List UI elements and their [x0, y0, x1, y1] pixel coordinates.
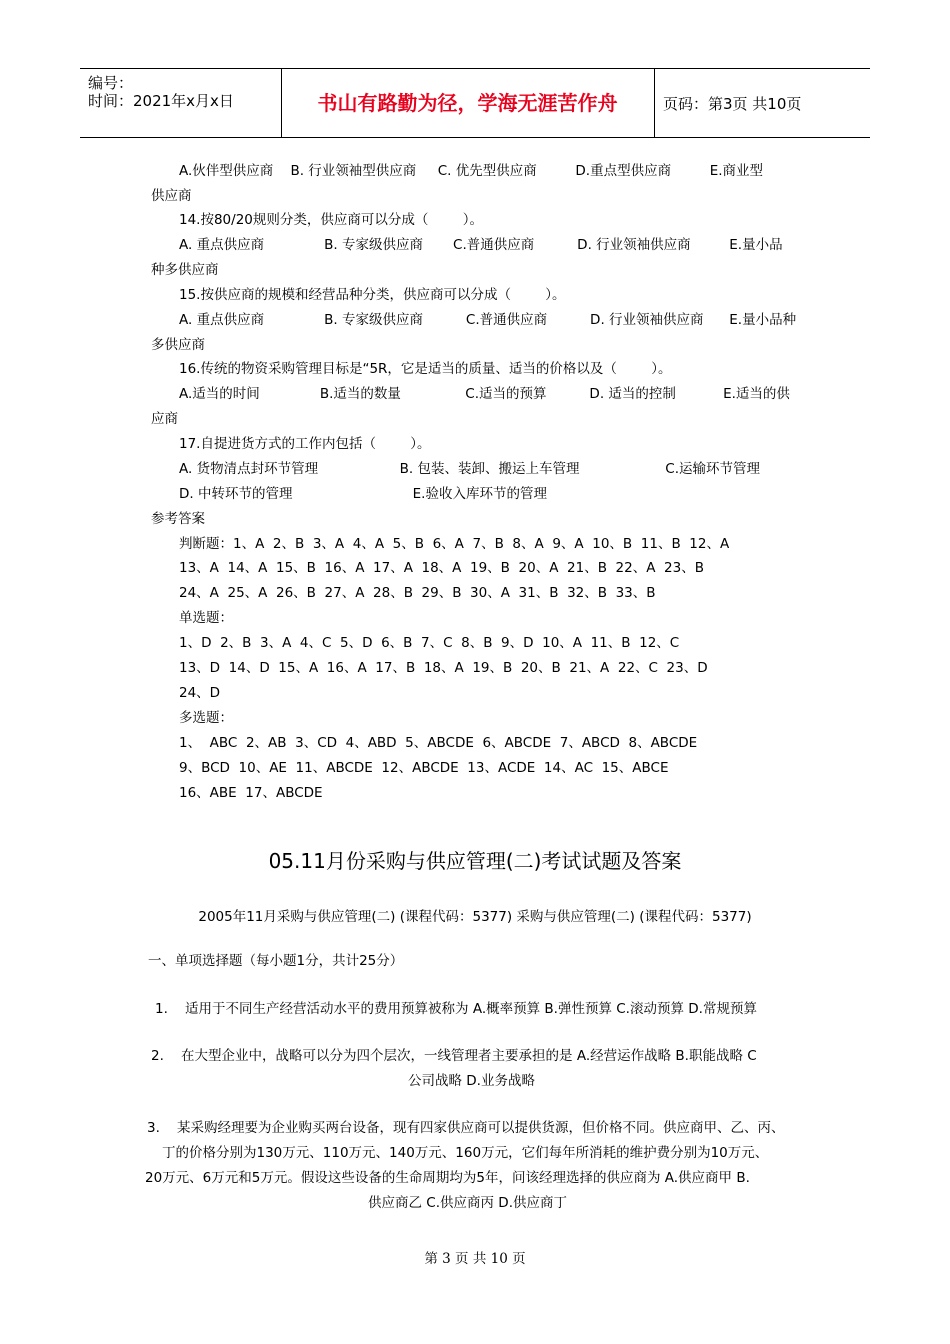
multiple-choice-answers-line2: 9、BCD 10、AE 11、ABCDE 12、ABCDE 13、ACDE 14、AC 15、ABCE: [179, 760, 669, 776]
page-header: [80, 68, 870, 138]
part1-heading: 一、单项选择题（每小题1分，共计25分）: [148, 953, 404, 969]
header-right-cell: [654, 69, 871, 137]
document-number-label: 编号：: [88, 74, 134, 92]
header-left-cell: [80, 69, 282, 137]
true-false-answers-line1: 判断题：1、A 2、B 3、A 4、A 5、B 6、A 7、B 8、A 9、A 10、B 11、B 12、A: [179, 536, 730, 552]
page-footer: 第 3 页 共 10 页: [424, 1251, 526, 1267]
question-3-line4: 供应商乙 C.供应商丙 D.供应商丁: [368, 1195, 567, 1211]
single-choice-answers-line1: 1、D 2、B 3、A 4、C 5、D 6、B 7、C 8、B 9、D 10、A 11、B 12、C: [179, 635, 680, 651]
q13-options-wrap: 供应商: [151, 188, 192, 204]
single-choice-answers-line3: 24、D: [179, 685, 221, 701]
multiple-choice-heading: 多选题：: [179, 710, 233, 726]
section-subtitle: 2005年11月采购与供应管理(二) (课程代码：5377) 采购与供应管理(二) (课程代码：5377): [198, 909, 752, 925]
q15-options-wrap: 多供应商: [151, 337, 205, 353]
answers-heading: 参考答案: [151, 511, 205, 527]
q16-options-wrap: 应商: [151, 411, 178, 427]
true-false-answers-line3: 24、A 25、A 26、B 27、A 28、B 29、B 30、A 31、B 32、B 33、B: [179, 585, 656, 601]
question-3-line2: 丁的价格分别为130万元、110万元、140万元、160万元，它们每年所消耗的维护费分别为10万元、: [162, 1145, 769, 1161]
q17-options-line1: A. 货物清点封环节管理 B. 包装、装卸、搬运上车管理 C.运输环节管理: [179, 461, 761, 477]
single-choice-answers-line2: 13、D 14、D 15、A 16、A 17、B 18、A 19、B 20、B 21、A 22、C 23、D: [179, 660, 708, 676]
q15-stem: 15.按供应商的规模和经营品种分类，供应商可以分成（ ）。: [179, 287, 566, 303]
multiple-choice-answers-line3: 16、ABE 17、ABCDE: [179, 785, 323, 801]
header-page-info: 页码：第3页 共10页: [663, 95, 802, 113]
question-1: 1. 适用于不同生产经营活动水平的费用预算被称为 A.概率预算 B.弹性预算 C.滚动预算 D.常规预算: [155, 1001, 757, 1017]
q16-options-line: A.适当的时间 B.适当的数量 C.适当的预算 D. 适当的控制 E.适当的供: [179, 386, 790, 402]
q17-stem: 17.自提进货方式的工作内包括（ ）。: [179, 436, 431, 452]
q14-options-line: A. 重点供应商 B. 专家级供应商 C.普通供应商 D. 行业领袖供应商 E.量小品: [179, 237, 783, 253]
q17-options-line2: D. 中转环节的管理 E.验收入库环节的管理: [179, 486, 547, 502]
section-title: 05.11月份采购与供应管理(二)考试试题及答案: [268, 849, 682, 873]
question-2-line1: 2. 在大型企业中，战略可以分为四个层次，一线管理者主要承担的是 A.经营运作战略 B.职能战略 C: [151, 1048, 757, 1064]
question-3-line1: 3. 某采购经理要为企业购买两台设备，现有四家供应商可以提供货源，但价格不同。供应商甲、乙、丙、: [147, 1120, 785, 1136]
document-time-label: 时间：2021年x月x日: [88, 92, 234, 110]
q14-stem: 14.按80/20规则分类，供应商可以分成（ ）。: [179, 212, 483, 228]
question-2-line2: 公司战略 D.业务战略: [408, 1073, 535, 1089]
true-false-answers-line2: 13、A 14、A 15、B 16、A 17、A 18、A 19、B 20、A 21、B 22、A 23、B: [179, 560, 704, 576]
header-motto: 书山有路勤为径，学海无涯苦作舟: [317, 91, 618, 115]
question-3-line3: 20万元、6万元和5万元。假设这些设备的生命周期均为5年，问该经理选择的供应商为 A.供应商甲 B.: [145, 1170, 750, 1186]
q15-options-line: A. 重点供应商 B. 专家级供应商 C.普通供应商 D. 行业领袖供应商 E.量小品种: [179, 312, 797, 328]
q14-options-wrap: 种多供应商: [151, 262, 219, 278]
q13-options-line: A.伙伴型供应商 B. 行业领袖型供应商 C. 优先型供应商 D.重点型供应商 E.商业型: [179, 163, 764, 179]
multiple-choice-answers-line1: 1、 ABC 2、AB 3、CD 4、ABD 5、ABCDE 6、ABCDE 7、ABCD 8、ABCDE: [179, 735, 698, 751]
single-choice-heading: 单选题：: [179, 610, 233, 626]
q16-stem: 16.传统的物资采购管理目标是“5R，它是适当的质量、适当的价格以及（ ）。: [179, 361, 672, 377]
